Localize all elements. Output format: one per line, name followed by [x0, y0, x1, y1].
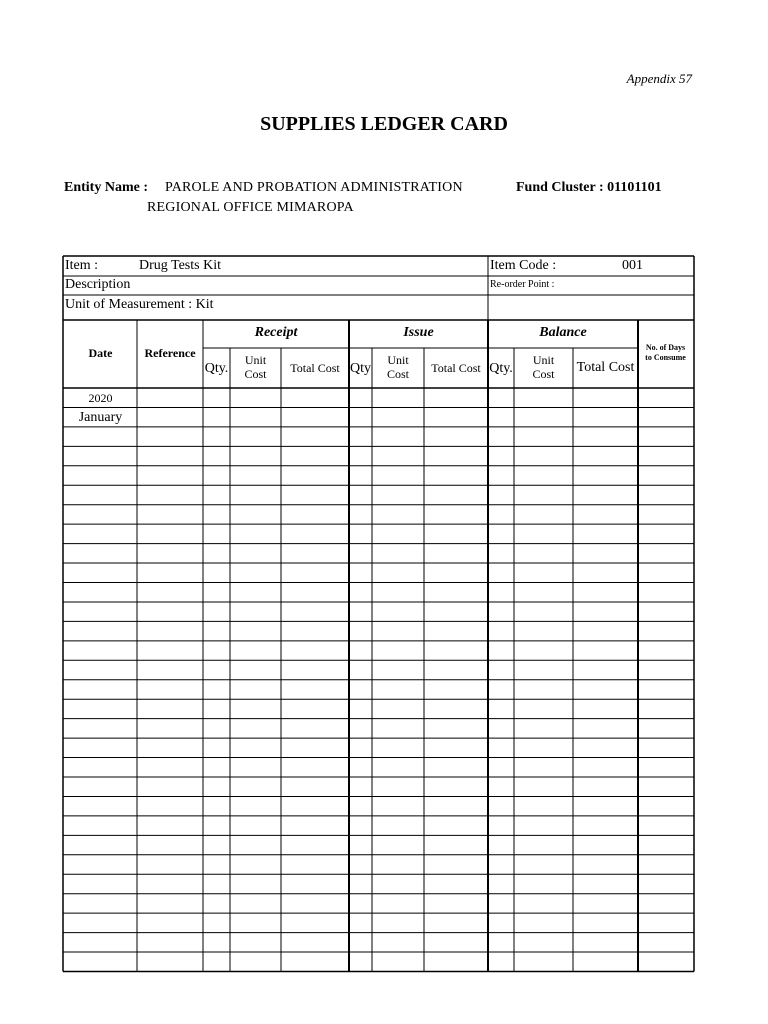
appendix-label: Appendix 57: [626, 71, 692, 86]
balance-unit-cost-header: [514, 353, 573, 381]
balance-unit-line-1: Unit: [532, 353, 555, 367]
receipt-unit-line-2: Cost: [244, 367, 267, 381]
issue-unit-line-2: Cost: [386, 367, 409, 381]
entity-region: REGIONAL OFFICE MIMAROPA: [147, 200, 354, 215]
row-1-date: 2020: [88, 391, 113, 405]
issue-qty-header: Qty: [350, 361, 371, 376]
entity-name-value: PAROLE AND PROBATION ADMINISTRATION: [165, 180, 463, 195]
item-code-label: Item Code :: [490, 258, 557, 273]
days-header-line-1: No. of Days: [645, 343, 686, 352]
item-label: Item :: [65, 258, 99, 273]
row-2-date: January: [78, 410, 123, 425]
page-title: SUPPLIES LEDGER CARD: [260, 113, 508, 135]
item-value: Drug Tests Kit: [139, 258, 221, 273]
fund-cluster: Fund Cluster : 01101101: [516, 180, 662, 195]
issue-unit-line-1: Unit: [387, 353, 409, 367]
receipt-total-cost-header: Total Cost: [290, 361, 340, 375]
entity-name-label: Entity Name :: [64, 180, 148, 195]
receipt-unit-cost-header: [230, 353, 281, 381]
issue-header: Issue: [403, 325, 434, 340]
balance-qty-header: Qty.: [489, 361, 513, 376]
balance-total-cost-header: Total Cost: [576, 360, 635, 375]
description-label: Description: [65, 277, 131, 292]
unit-of-measurement: Unit of Measurement : Kit: [65, 297, 214, 312]
receipt-qty-header: Qty.: [204, 361, 229, 376]
reference-header: Reference: [144, 346, 196, 360]
reorder-point-label: Re-order Point :: [490, 279, 555, 290]
balance-unit-line-2: Cost: [532, 367, 555, 381]
days-to-consume-header: [638, 343, 693, 363]
days-header-line-2: to Consume: [645, 353, 686, 362]
balance-header: Balance: [539, 325, 587, 340]
item-code-value: 001: [622, 258, 643, 273]
issue-unit-cost-header: [372, 353, 424, 381]
receipt-header: Receipt: [254, 325, 298, 340]
date-header: Date: [88, 346, 113, 360]
issue-total-cost-header: Total Cost: [431, 361, 481, 375]
receipt-unit-line-1: Unit: [244, 353, 267, 367]
